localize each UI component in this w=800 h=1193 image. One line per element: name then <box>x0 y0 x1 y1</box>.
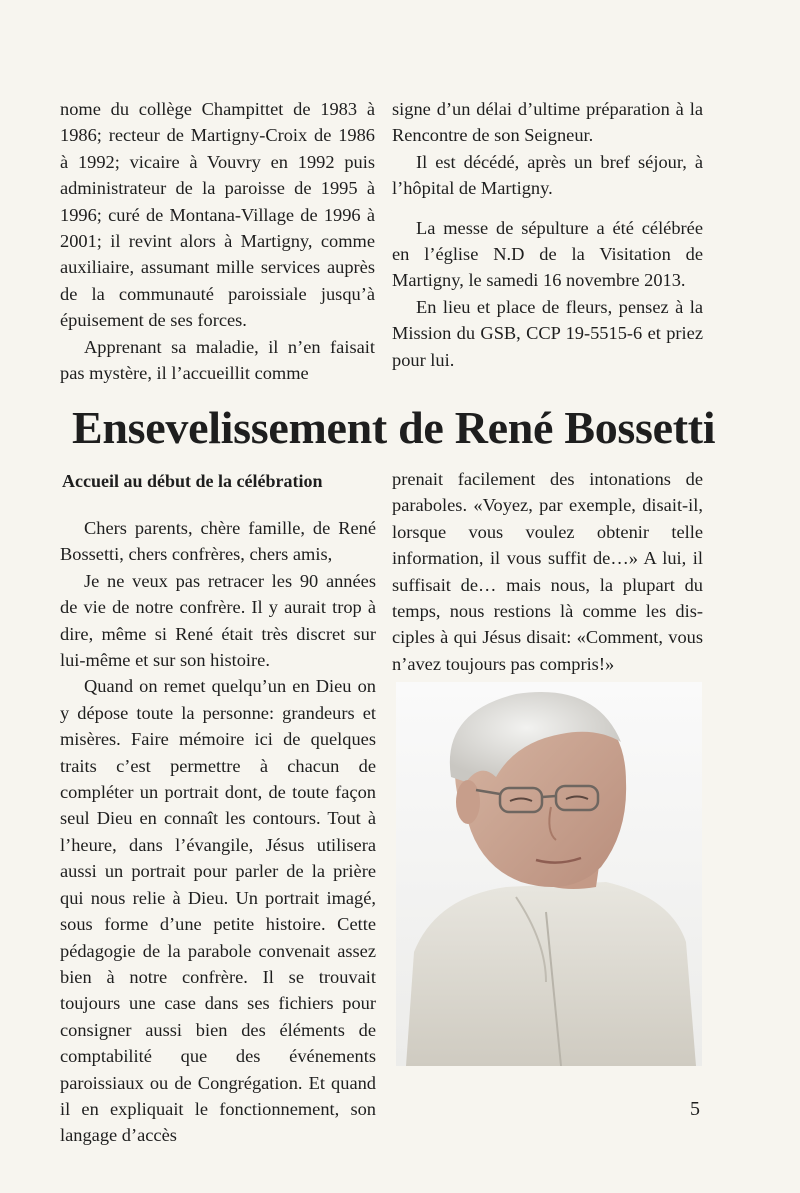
paragraph: Chers parents, chère famille, de René Bossetti, chers confrères, chers amis, <box>60 518 376 565</box>
top-left-column <box>60 96 375 386</box>
paragraph: nome du collège Champittet de 1983 à 1986; recteur de Martigny-Croix de 1986 à 1992; vicaire à Vouvry en 1992 puis administrateur de la paroisse de 1995 à 1996; curé de Montana-Village de 1996 à 2001; il revint alors à Martigny, comme auxiliaire, assumant mille services auprès de la communauté paroissiale jusqu’à épuisement de ses forces. <box>60 99 375 331</box>
portrait-photo <box>396 682 702 1066</box>
paragraph: En lieu et place de fleurs, pensez à la Mission du GSB, CCP 19-5515-6 et priez pour lui. <box>392 296 703 370</box>
paragraph: signe d’un délai d’ultime préparation à la Rencontre de son Seigneur. <box>392 99 703 146</box>
bottom-right-column <box>392 466 703 677</box>
paragraph: prenait facilement des intonations de paraboles. «Voyez, par exemple, disait-il, lorsque vous voulez obtenir telle information, il vous suffit de…» A lui, il suffisait de… mais nous, la plupart du temps, nous restions là comme les disciples à qui Jésus disait: «Comment, vous n’avez toujours pas compris!» <box>392 469 703 674</box>
page-number: 5 <box>690 1098 700 1120</box>
paragraph: La messe de sépulture a été célébrée en l’église N.D de la Visitation de Martigny, le samedi 16 novembre 2013. <box>392 217 703 291</box>
article-headline: Ensevelissement de René Bossetti <box>72 402 716 453</box>
section-heading: Accueil au début de la célébration <box>62 471 323 491</box>
top-right-column <box>392 96 703 373</box>
paragraph: Je ne veux pas retracer les 90 années de vie de notre confrère. Il y aurait trop à dire, même si René était très discret sur lui-même et sur son histoire. <box>60 570 376 671</box>
paragraph: Apprenant sa maladie, il n’en faisait pas mystère, il l’accueillit comme <box>60 336 375 384</box>
bottom-left-column <box>60 515 376 1149</box>
paragraph: Quand on remet quelqu’un en Dieu on y dépose toute la personne: grandeurs et misères. Faire mémoire ici de quelques traits c’est permettre à chacun de compléter un portrait dont, de toute façon seul Dieu en connaît les contours. Tout à l’heure, dans l’évangile, Jésus utilisera aussi un portrait pour parler de la prière qui nous relie à Dieu. Un portrait imagé, sous forme d’une petite histoire. Cette pédagogie de la parabole convenait assez bien à notre confrère. Il se trouvait toujours une case dans ses fichiers pour consigner aussi bien des éléments de comptabilité que des événements paroissiaux ou de Congrégation. Et quand il en expliquait le fonctionnement, son langage d’accès <box>60 676 376 1146</box>
paragraph: Il est décédé, après un bref séjour, à l’hôpital de Martigny. <box>392 151 703 199</box>
